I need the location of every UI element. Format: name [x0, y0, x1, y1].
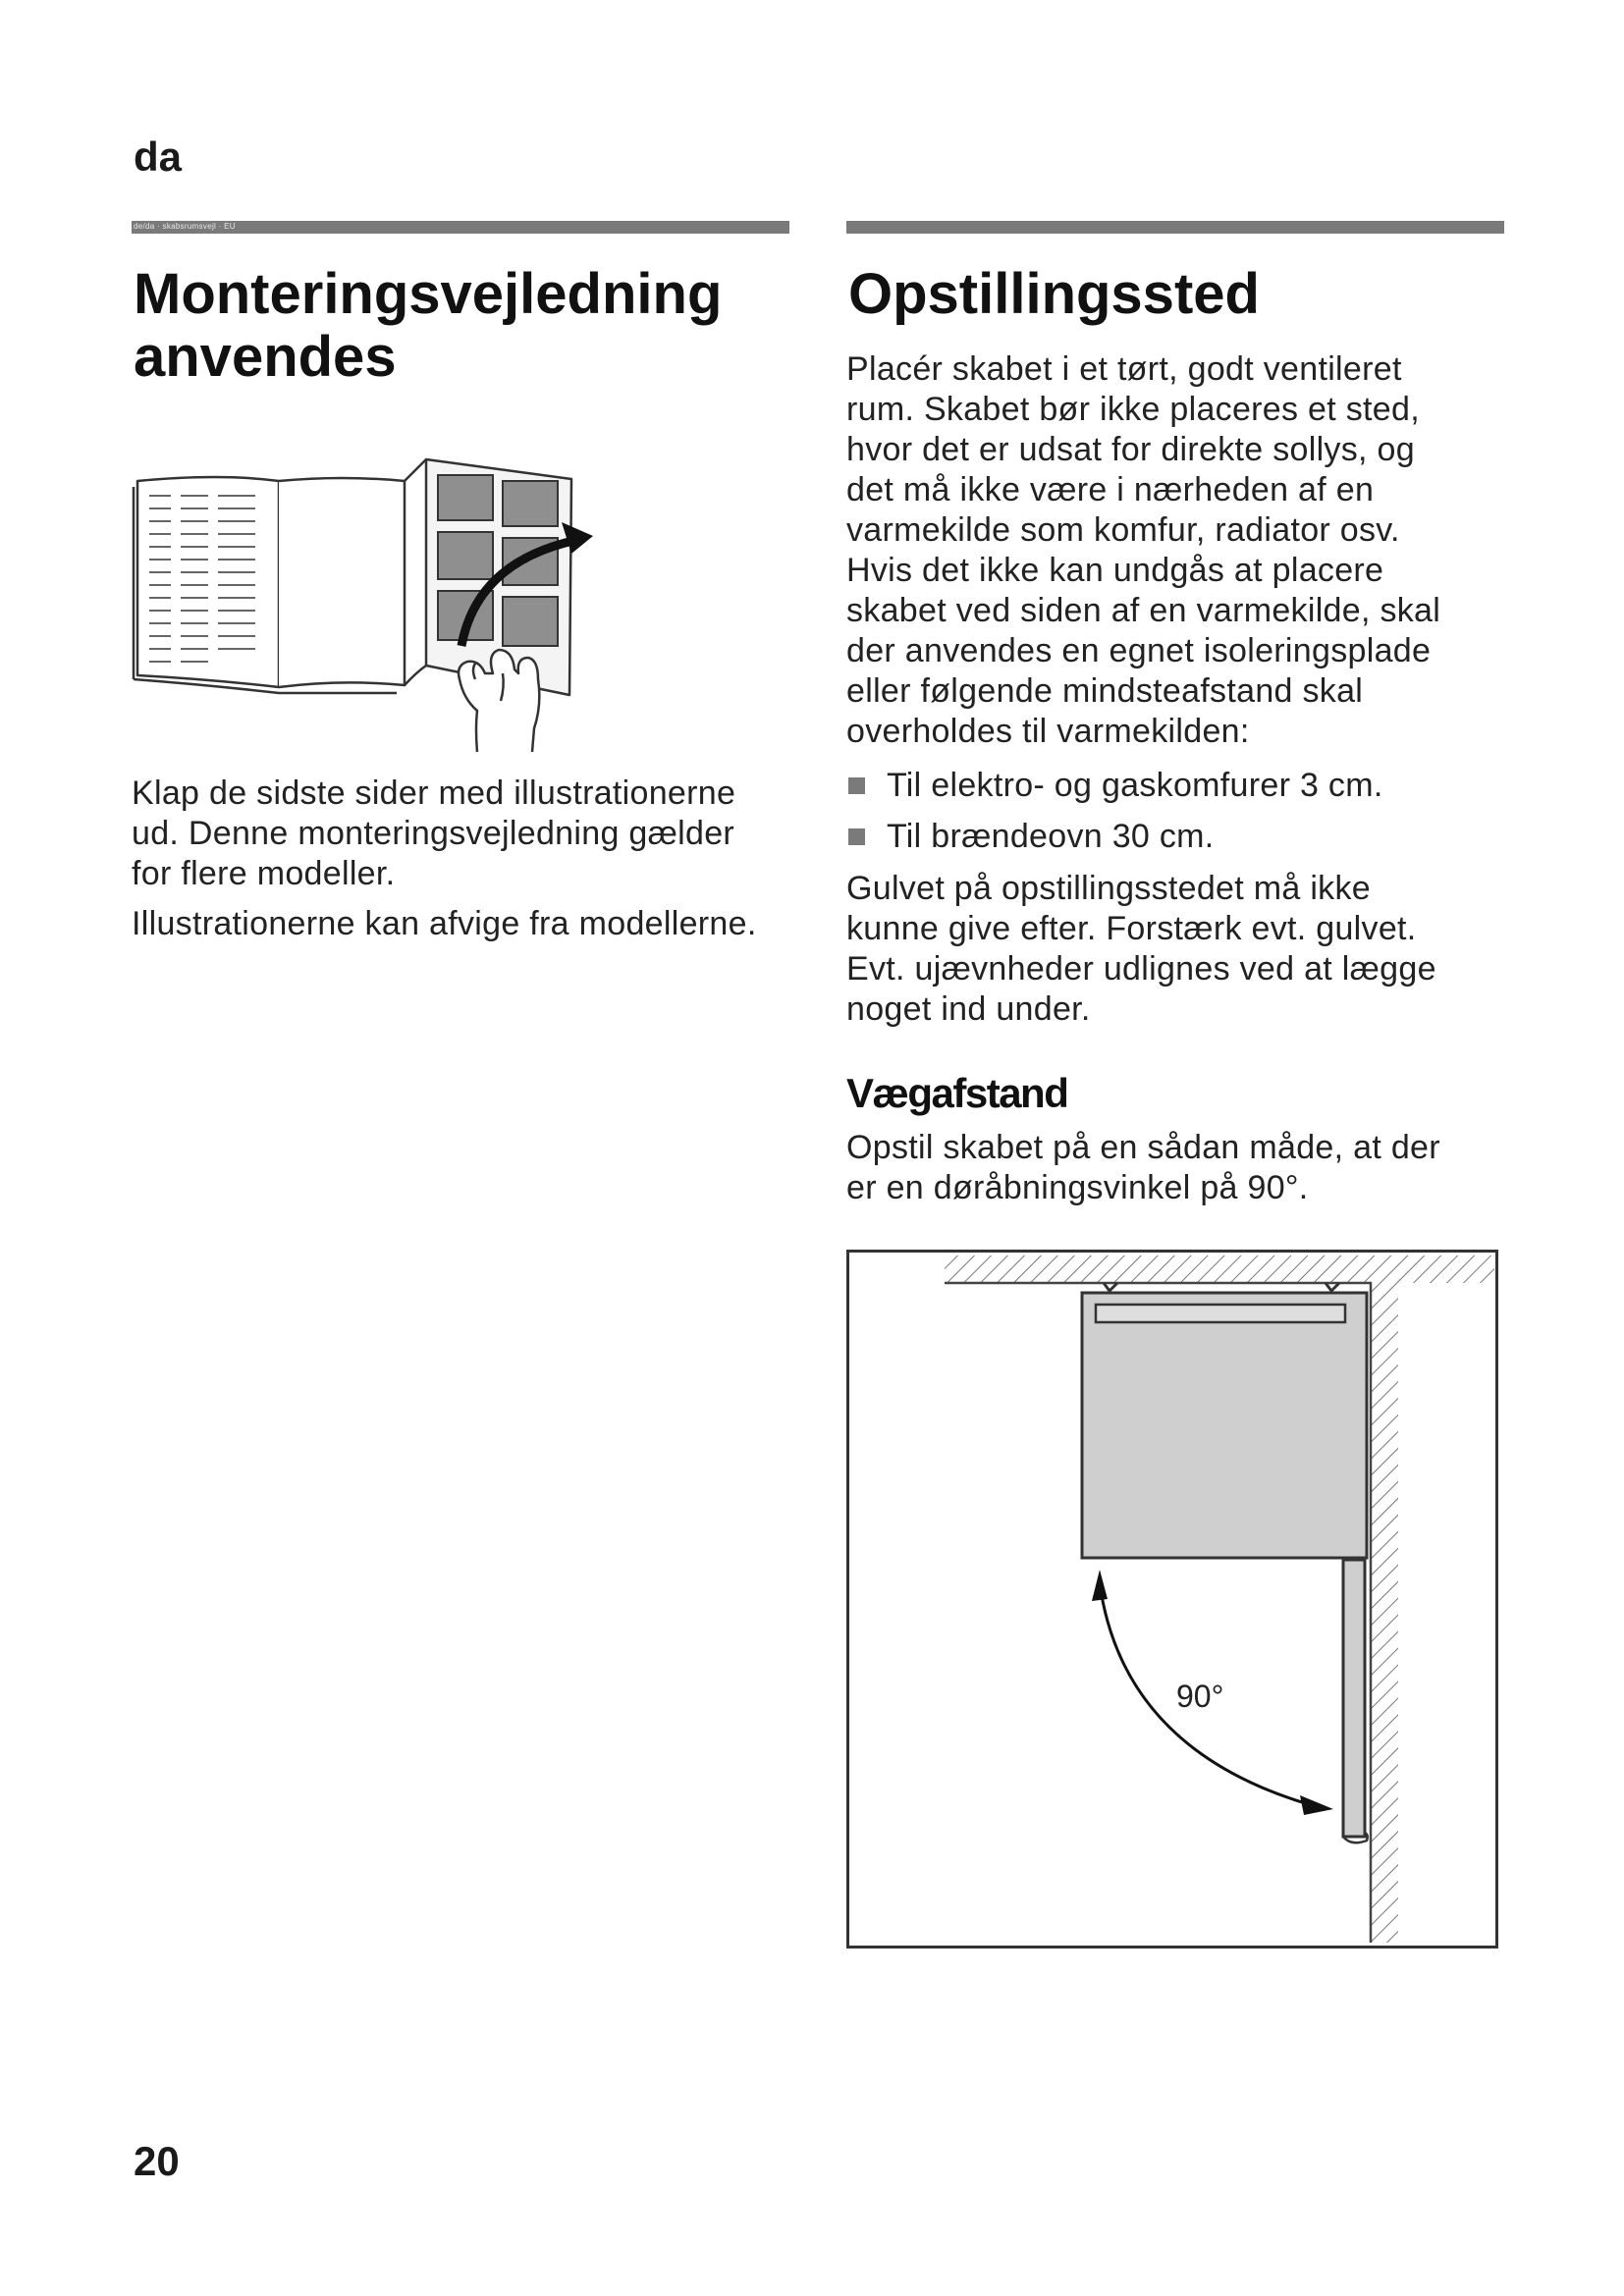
body-line: noget ind under.	[846, 990, 1091, 1028]
body-line: for flere modeller.	[132, 855, 396, 892]
language-code: da	[134, 133, 183, 180]
body-line: varmekilde som komfur, radiator osv.	[846, 511, 1400, 549]
title-line: Monteringsvejledning	[134, 262, 723, 326]
body-paragraph: Illustrationerne kan afvige fra modellerne.	[132, 905, 757, 942]
list-item-text: Til elektro- og gaskomfurer 3 cm.	[887, 767, 1383, 804]
body-line: er en døråbningsvinkel på 90°.	[846, 1169, 1309, 1206]
page-number: 20	[134, 2138, 180, 2184]
subheading-wall-distance: Vægafstand	[846, 1070, 1068, 1116]
left-column	[132, 221, 789, 944]
angle-label: 90°	[1176, 1679, 1224, 1714]
wall-hatch-top	[945, 1255, 1494, 1283]
door-opening-angle-diagram	[846, 1250, 1498, 1949]
body-line: Hvis det ikke kan undgås at placere	[846, 552, 1384, 589]
list-item-text: Til brændeovn 30 cm.	[887, 818, 1215, 855]
body-line: Opstil skabet på en sådan måde, at der	[846, 1129, 1440, 1166]
body-line: der anvendes en egnet isoleringsplade	[846, 632, 1432, 669]
wall-paragraph	[846, 1128, 1504, 1208]
wall-hatch-side	[1371, 1283, 1398, 1943]
body-line: kunne give efter. Forstærk evt. gulvet.	[846, 910, 1417, 947]
body-line: skabet ved siden af en varmekilde, skal	[846, 592, 1441, 629]
list-item	[846, 766, 1504, 806]
body-line: overholdes til varmekilden:	[846, 713, 1250, 750]
section-rule	[132, 221, 789, 234]
list-item	[846, 817, 1504, 857]
open-door	[1343, 1560, 1365, 1837]
cabinet-top-view	[1082, 1293, 1367, 1558]
open-manual-fold-out-icon	[132, 452, 623, 756]
body-line: ud. Denne monteringsvejledning gælder	[132, 815, 735, 852]
right-column	[846, 221, 1504, 1949]
section-title-location: Opstillingssted	[848, 262, 1260, 326]
body-line: rum. Skabet bør ikke placeres et sted,	[846, 391, 1420, 428]
distance-list	[846, 766, 1504, 857]
bullet-square-icon	[848, 777, 865, 794]
body-line: Klap de sidste sider med illustrationerne	[132, 774, 736, 812]
title-line: anvendes	[134, 325, 397, 389]
floor-paragraph	[846, 869, 1504, 1030]
body-line: hvor det er udsat for direkte sollys, og	[846, 431, 1415, 468]
section-title-manual	[134, 263, 789, 389]
section-rule	[846, 221, 1504, 234]
intro-paragraph	[846, 349, 1504, 752]
body-line: Placér skabet i et tørt, godt ventileret	[846, 350, 1402, 388]
body-line: Gulvet på opstillingsstedet må ikke	[846, 870, 1371, 907]
bullet-square-icon	[848, 828, 865, 845]
body-line: eller følgende mindsteafstand skal	[846, 672, 1364, 710]
rule-tag: de/da · skabsrumsvejl · EU	[134, 222, 236, 231]
body-line: det må ikke være i nærheden af en	[846, 471, 1375, 508]
body-line: Evt. ujævnheder udlignes ved at lægge	[846, 950, 1436, 988]
